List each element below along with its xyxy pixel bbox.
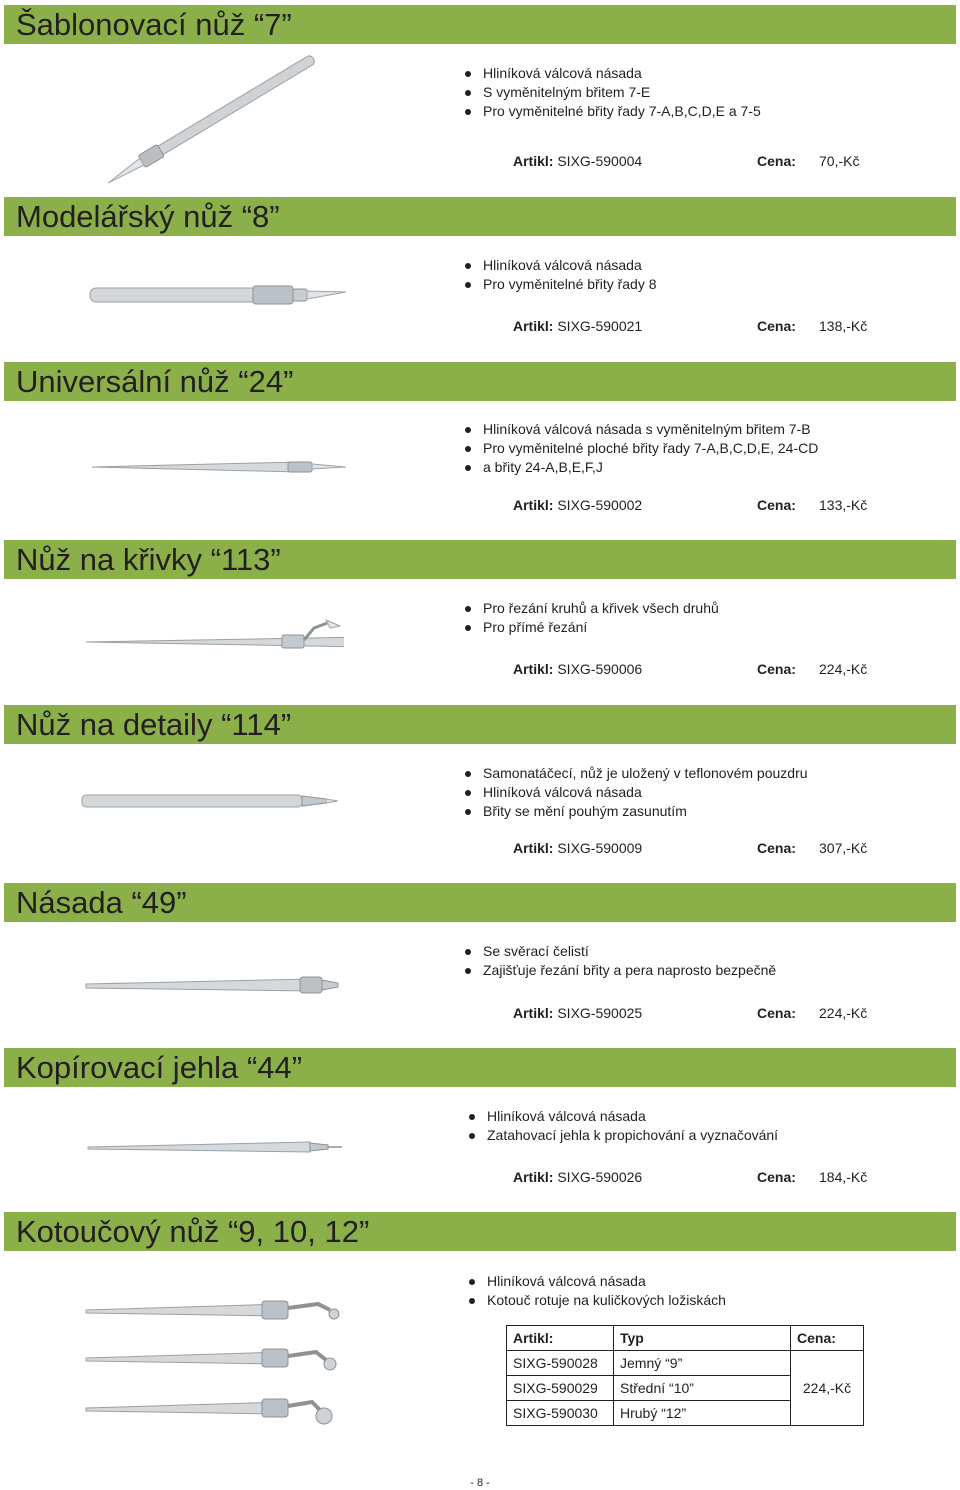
section-title: Nůž na křivky “113”: [16, 542, 281, 577]
price-label: Cena:: [757, 1005, 796, 1021]
feature-item: S vyměnitelným břitem 7-E: [464, 83, 761, 102]
artikl-label: Artikl:: [513, 661, 554, 677]
artikl-label: Artikl:: [513, 1005, 554, 1021]
wheel-knife-9-image: [86, 1301, 339, 1319]
table-cell-price: 224,-Kč: [791, 1351, 864, 1426]
section-title: Modelářský nůž “8”: [16, 199, 280, 234]
table-cell-artikl: SIXG-590029: [507, 1376, 614, 1401]
wheel-knife-10-image: [86, 1349, 336, 1370]
feature-item: Samonatáčecí, nůž je uložený v teflonovém pouzdru: [464, 764, 808, 783]
section-title: Nůž na detaily “114”: [16, 707, 292, 742]
section-header: [4, 705, 956, 744]
price-label: Cena:: [757, 840, 796, 856]
price-value: 307,-Kč: [819, 840, 868, 856]
section-title: Kopírovací jehla “44”: [16, 1050, 303, 1085]
feature-item: Pro přímé řezání: [464, 618, 719, 637]
section-header: [4, 883, 956, 922]
feature-item: Pro vyměnitelné břity řady 8: [464, 275, 657, 294]
feature-item-continuation: a břity 24-A,B,E,F,J: [464, 458, 818, 477]
feature-list: [464, 599, 719, 637]
feature-item: Se svěrací čelistí: [464, 942, 776, 961]
template-knife-image: [100, 50, 340, 185]
artikl-code: SIXG-590026: [557, 1169, 643, 1185]
universal-knife-image: [88, 455, 350, 479]
artikl-label: Artikl:: [513, 1169, 554, 1185]
table-cell-artikl: SIXG-590030: [507, 1401, 614, 1426]
feature-item: Zatahovací jehla k propichování a vyznačování: [468, 1126, 778, 1145]
tracing-needle-image: [84, 1134, 346, 1160]
feature-list: [468, 1107, 778, 1145]
feature-item: Hliníková válcová násada: [464, 256, 657, 275]
section-header: [4, 1048, 956, 1087]
table-header-row: [507, 1326, 864, 1351]
artikl-code: SIXG-590009: [557, 840, 643, 856]
feature-list: [464, 764, 808, 821]
feature-item: Pro vyměnitelné břity řady 7-A,B,C,D,E a 7-5: [464, 102, 761, 121]
price-value: 224,-Kč: [819, 661, 868, 677]
table-cell-typ: Hrubý “12”: [614, 1401, 791, 1426]
price-label: Cena:: [757, 1169, 796, 1185]
price-value: 70,-Kč: [819, 153, 860, 169]
artikl-label: Artikl:: [513, 153, 554, 169]
section-title: Universální nůž “24”: [16, 364, 294, 399]
artikl-code: SIXG-590004: [557, 153, 643, 169]
feature-item: Pro vyměnitelné ploché břity řady 7-A,B,C,D,E, 24-CD: [464, 439, 818, 458]
column-header-artikl: Artikl:: [507, 1326, 614, 1351]
wheel-types-table: [506, 1325, 864, 1426]
table-cell-typ: Střední “10”: [614, 1376, 791, 1401]
section-header: [4, 362, 956, 401]
wheel-knife-images: [82, 1290, 344, 1450]
price-value: 224,-Kč: [819, 1005, 868, 1021]
feature-item: Hliníková válcová násada: [464, 783, 808, 802]
feature-item: Kotouč rotuje na kuličkových ložiskách: [468, 1291, 726, 1310]
section-header: [4, 1212, 956, 1251]
artikl-code: SIXG-590021: [557, 318, 643, 334]
artikl-label: Artikl:: [513, 840, 554, 856]
section-header: [4, 5, 956, 44]
artikl-label: Artikl:: [513, 497, 554, 513]
price-value: 138,-Kč: [819, 318, 868, 334]
section-title: Násada “49”: [16, 885, 187, 920]
artikl-label: Artikl:: [513, 318, 554, 334]
feature-list: [464, 64, 761, 121]
column-header-typ: Typ: [614, 1326, 791, 1351]
feature-item: Hliníková válcová násada: [468, 1272, 726, 1291]
modeling-knife-image: [88, 280, 350, 310]
feature-list: [464, 942, 776, 980]
artikl-code: SIXG-590025: [557, 1005, 643, 1021]
table-cell-typ: Jemný “9”: [614, 1351, 791, 1376]
feature-item: Břity se mění pouhým zasunutím: [464, 802, 808, 821]
table-row: [507, 1351, 864, 1376]
section-title: Šablonovací nůž “7”: [16, 7, 292, 42]
price-value: 133,-Kč: [819, 497, 868, 513]
wheel-knife-12-image: [86, 1399, 332, 1424]
curve-knife-image: [82, 618, 344, 658]
feature-item: Pro řezání kruhů a křivek všech druhů: [464, 599, 719, 618]
artikl-code: SIXG-590002: [557, 497, 643, 513]
column-header-cena: Cena:: [791, 1326, 864, 1351]
artikl-code: SIXG-590006: [557, 661, 643, 677]
price-label: Cena:: [757, 153, 796, 169]
feature-item: Hliníková válcová násada: [468, 1107, 778, 1126]
feature-list: [464, 256, 657, 294]
section-header: [4, 540, 956, 579]
feature-item: Zajišťuje řezání břity a pera naprosto bezpečně: [464, 961, 776, 980]
feature-item: Hliníková válcová násada: [464, 64, 761, 83]
page-number: - 8 -: [470, 1477, 490, 1489]
table-cell-artikl: SIXG-590028: [507, 1351, 614, 1376]
price-label: Cena:: [757, 497, 796, 513]
section-title: Kotoučový nůž “9, 10, 12”: [16, 1214, 370, 1249]
price-label: Cena:: [757, 661, 796, 677]
detail-knife-image: [80, 790, 342, 812]
section-header: [4, 197, 956, 236]
price-value: 184,-Kč: [819, 1169, 868, 1185]
handle-image: [82, 970, 344, 1000]
feature-list: [468, 1272, 726, 1310]
price-label: Cena:: [757, 318, 796, 334]
feature-item: Hliníková válcová násada s vyměnitelným břitem 7-B: [464, 420, 818, 439]
feature-list: [464, 420, 818, 477]
